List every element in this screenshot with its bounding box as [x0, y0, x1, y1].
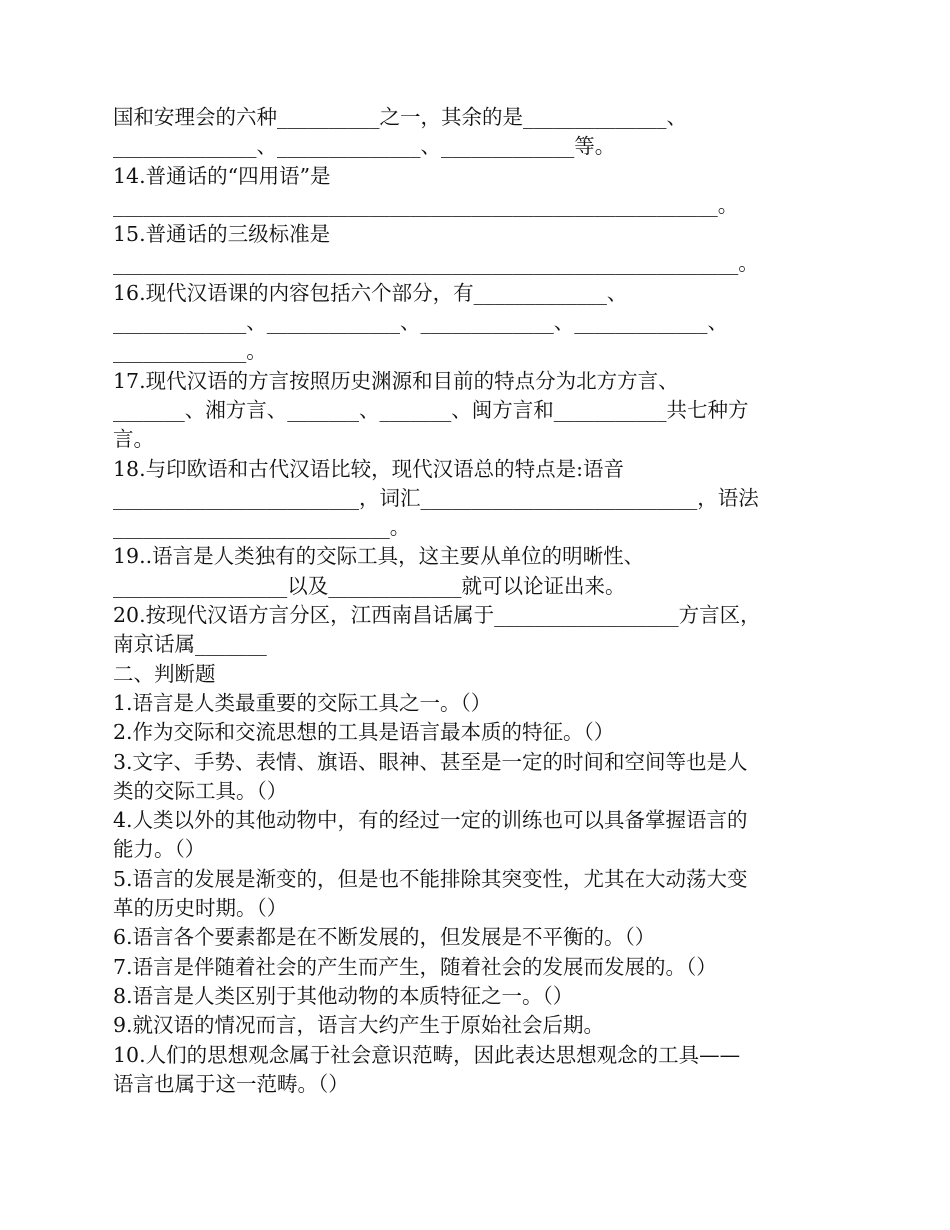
judgment-text: 3.文字、手势、表情、旗语、眼神、甚至是一定的时间和空间等也是人 — [113, 749, 748, 774]
question-text: _______、湘方言、_______、_______、闽方言和___________共七种方 — [113, 397, 749, 422]
judgment-item-8 — [113, 982, 843, 1011]
judgment-text: 4.人类以外的其他动物中，有的经过一定的训练也可以具备掌握语言的 — [113, 808, 748, 833]
answer-blank: _____________________________________________________________。 — [113, 251, 759, 276]
question-text: 17.现代汉语的方言按照历史渊源和目前的特点分为北方方言、 — [113, 368, 679, 393]
judgment-text: 8.语言是人类区别于其他动物的本质特征之一。（） — [113, 983, 574, 1008]
judgment-text: 1.语言是人类最重要的交际工具之一。（） — [113, 690, 492, 715]
document-page — [113, 103, 843, 1099]
judgment-text: 6.语言各个要素都是在不断发展的，但发展是不平衡的。（） — [113, 925, 656, 950]
question-15 — [113, 220, 843, 279]
section-heading: 二、判断题 — [113, 661, 216, 686]
judgment-item-4 — [113, 806, 843, 865]
question-text: 16.现代汉语课的内容包括六个部分，有_____________、 — [113, 280, 628, 305]
judgment-item-1 — [113, 689, 843, 718]
judgment-item-9 — [113, 1011, 843, 1040]
question-text: _________________以及_____________就可以论证出来。 — [113, 573, 626, 598]
answer-blank: _____________、_____________、_____________、_____________、 — [113, 310, 728, 335]
judgment-text: 革的历史时期。（） — [113, 896, 288, 921]
question-text: 南京话属_______ — [113, 632, 267, 657]
question-text: 14.普通话的“四用语”是 — [113, 163, 331, 188]
question-text: 15.普通话的三级标准是 — [113, 222, 331, 247]
judgment-item-2 — [113, 718, 843, 747]
judgment-item-6 — [113, 923, 843, 952]
judgment-text: 9.就汉语的情况而言，语言大约产生于原始社会后期。 — [113, 1013, 605, 1038]
judgment-item-5 — [113, 865, 843, 924]
question-text: 19..语言是人类独有的交际工具，这主要从单位的明晰性、 — [113, 544, 645, 569]
answer-blank: ___________________________________________________________。 — [113, 192, 739, 217]
question-19 — [113, 542, 843, 601]
answer-blank: _____________。 — [113, 339, 267, 364]
question-text: 言。 — [113, 427, 154, 452]
answer-blank: ___________________________。 — [113, 515, 411, 540]
judgment-text: 7.语言是伴随着社会的产生而产生，随着社会的发展而发展的。（） — [113, 954, 717, 979]
question-16 — [113, 279, 843, 367]
judgment-text: 类的交际工具。（） — [113, 778, 288, 803]
question-18 — [113, 455, 843, 543]
question-14 — [113, 162, 843, 221]
judgment-text: 10.人们的思想观念属于社会意识范畴，因此表达思想观念的工具—— — [113, 1042, 741, 1067]
question-text: 20.按现代汉语方言分区，江西南昌话属于__________________方言区， — [113, 603, 761, 628]
judgment-text: 2.作为交际和交流思想的工具是语言最本质的特征。（） — [113, 720, 615, 745]
judgment-item-10 — [113, 1041, 843, 1100]
text-line: 国和安理会的六种__________之一，其余的是______________、 — [113, 105, 687, 129]
judgment-text: 语言也属于这一范畴。（） — [113, 1071, 349, 1096]
question-17 — [113, 367, 843, 455]
judgment-item-7 — [113, 953, 843, 982]
question-20 — [113, 601, 843, 660]
question-text: ________________________，词汇___________________________，语法 — [113, 485, 759, 510]
text-line: ______________、______________、_____________等。 — [113, 134, 616, 159]
question-text: 18.与印欧语和古代汉语比较，现代汉语总的特点是:语音 — [113, 456, 625, 481]
judgment-text: 能力。（） — [113, 837, 206, 862]
judgment-item-3 — [113, 748, 843, 807]
judgment-text: 5.语言的发展是渐变的，但是也不能排除其突变性，尤其在大动荡大变 — [113, 866, 748, 891]
continuation-text — [113, 103, 843, 162]
